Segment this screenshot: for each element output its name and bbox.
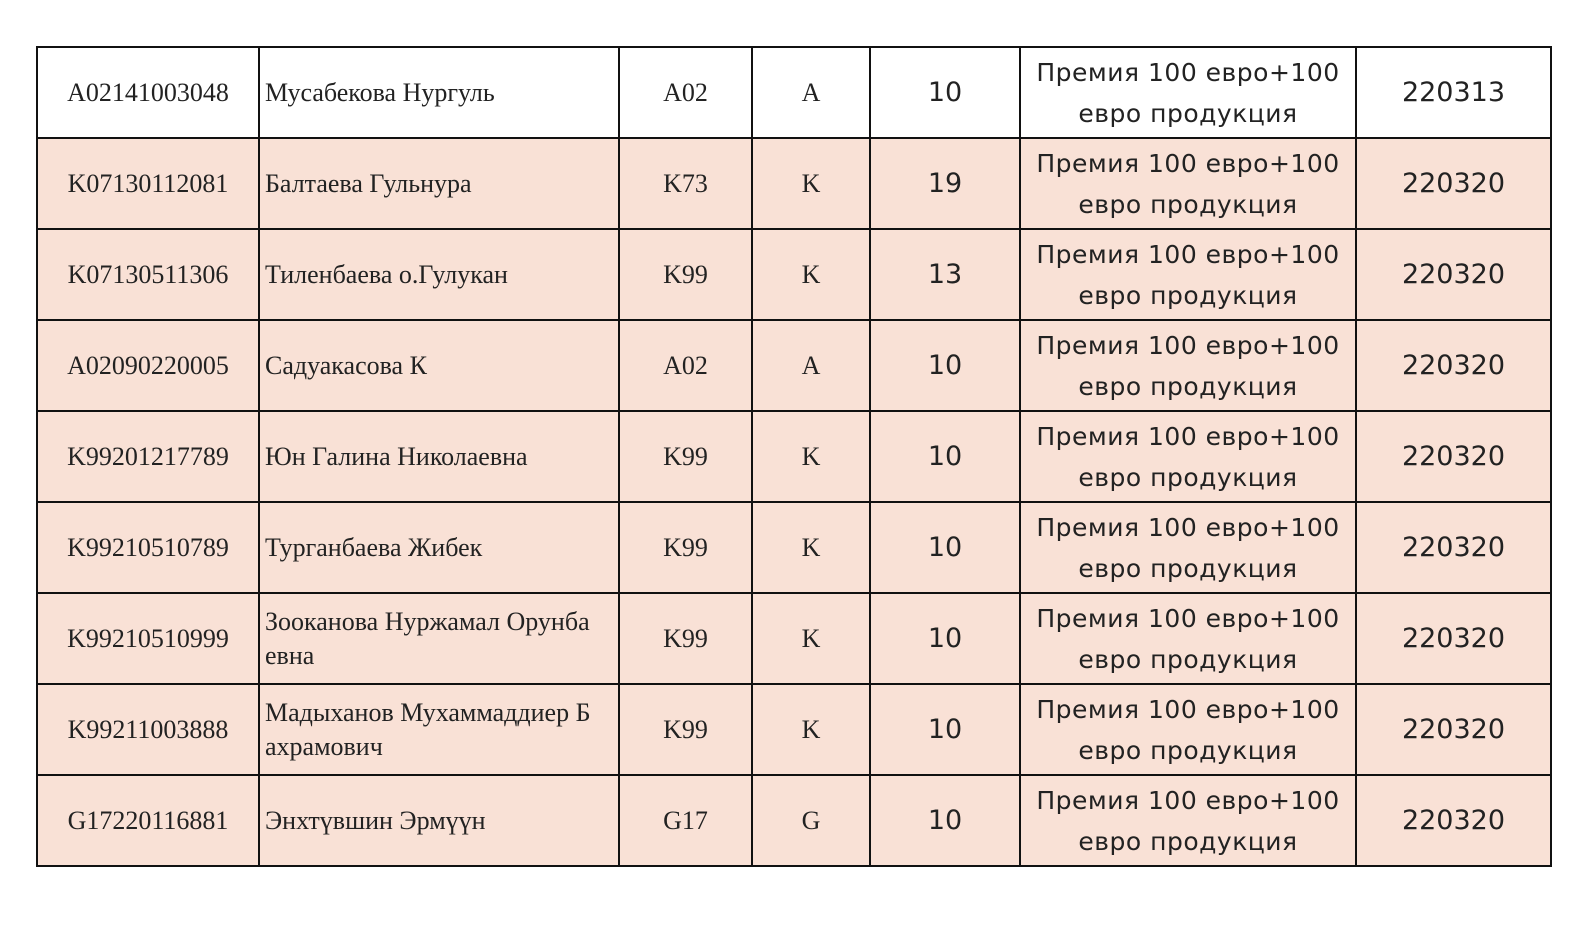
participant-id-cell: K07130112081 bbox=[37, 138, 259, 229]
participant-id-cell: A02090220005 bbox=[37, 320, 259, 411]
participant-id-cell: K99201217789 bbox=[37, 411, 259, 502]
region-code-cell: K73 bbox=[619, 138, 752, 229]
table-row bbox=[37, 320, 1551, 411]
participant-name-cell: Мусабекова Нургуль bbox=[259, 47, 619, 138]
country-letter-cell: K bbox=[752, 229, 870, 320]
prize-cell bbox=[1020, 229, 1356, 320]
participant-id-cell: G17220116881 bbox=[37, 775, 259, 866]
country-letter-cell: K bbox=[752, 502, 870, 593]
region-code-cell: K99 bbox=[619, 502, 752, 593]
count-cell: 19 bbox=[870, 138, 1020, 229]
prize-line-1: Премия 100 евро+100 bbox=[1036, 603, 1340, 633]
participant-name-cell: Садуакасова К bbox=[259, 320, 619, 411]
award-table bbox=[36, 46, 1552, 867]
region-code-cell: K99 bbox=[619, 229, 752, 320]
prize-line-1: Премия 100 евро+100 bbox=[1036, 694, 1340, 724]
region-code-cell: A02 bbox=[619, 320, 752, 411]
prize-cell bbox=[1020, 320, 1356, 411]
prize-cell bbox=[1020, 138, 1356, 229]
participant-id-cell: K99210510789 bbox=[37, 502, 259, 593]
prize-line-1: Премия 100 евро+100 bbox=[1036, 512, 1340, 542]
prize-line-2: евро продукция bbox=[1078, 189, 1298, 219]
date-code-cell: 220313 bbox=[1356, 47, 1551, 138]
prize-line-2: евро продукция bbox=[1078, 826, 1298, 856]
country-letter-cell: K bbox=[752, 411, 870, 502]
table-row bbox=[37, 775, 1551, 866]
prize-line-1: Премия 100 евро+100 bbox=[1036, 785, 1340, 815]
date-code-cell: 220320 bbox=[1356, 411, 1551, 502]
table-row bbox=[37, 138, 1551, 229]
country-letter-cell: G bbox=[752, 775, 870, 866]
table-row bbox=[37, 684, 1551, 775]
prize-line-2: евро продукция bbox=[1078, 280, 1298, 310]
table-body bbox=[37, 47, 1551, 866]
prize-line-1: Премия 100 евро+100 bbox=[1036, 421, 1340, 451]
count-cell: 10 bbox=[870, 320, 1020, 411]
table-row bbox=[37, 593, 1551, 684]
participant-name-cell: Тиленбаева о.Гулукан bbox=[259, 229, 619, 320]
table-row bbox=[37, 411, 1551, 502]
count-cell: 13 bbox=[870, 229, 1020, 320]
prize-line-2: евро продукция bbox=[1078, 462, 1298, 492]
participant-name-cell: Энхтүвшин Эрмүүн bbox=[259, 775, 619, 866]
prize-line-2: евро продукция bbox=[1078, 735, 1298, 765]
participant-name-cell: Мадыханов Мухаммаддиер Б ахрамович bbox=[259, 684, 619, 775]
count-cell: 10 bbox=[870, 593, 1020, 684]
date-code-cell: 220320 bbox=[1356, 593, 1551, 684]
country-letter-cell: A bbox=[752, 47, 870, 138]
prize-cell bbox=[1020, 684, 1356, 775]
prize-line-1: Премия 100 евро+100 bbox=[1036, 57, 1340, 87]
table-row bbox=[37, 229, 1551, 320]
country-letter-cell: K bbox=[752, 138, 870, 229]
count-cell: 10 bbox=[870, 684, 1020, 775]
country-letter-cell: K bbox=[752, 684, 870, 775]
count-cell: 10 bbox=[870, 47, 1020, 138]
table-row bbox=[37, 47, 1551, 138]
country-letter-cell: A bbox=[752, 320, 870, 411]
prize-line-2: евро продукция bbox=[1078, 371, 1298, 401]
prize-line-1: Премия 100 евро+100 bbox=[1036, 239, 1340, 269]
count-cell: 10 bbox=[870, 775, 1020, 866]
prize-cell bbox=[1020, 502, 1356, 593]
region-code-cell: K99 bbox=[619, 593, 752, 684]
date-code-cell: 220320 bbox=[1356, 775, 1551, 866]
participant-id-cell: A02141003048 bbox=[37, 47, 259, 138]
participant-name-cell: Зооканова Нуржамал Орунба евна bbox=[259, 593, 619, 684]
date-code-cell: 220320 bbox=[1356, 684, 1551, 775]
participant-name-cell: Балтаева Гульнура bbox=[259, 138, 619, 229]
region-code-cell: K99 bbox=[619, 684, 752, 775]
date-code-cell: 220320 bbox=[1356, 320, 1551, 411]
prize-line-2: евро продукция bbox=[1078, 553, 1298, 583]
prize-cell bbox=[1020, 47, 1356, 138]
region-code-cell: G17 bbox=[619, 775, 752, 866]
count-cell: 10 bbox=[870, 502, 1020, 593]
country-letter-cell: K bbox=[752, 593, 870, 684]
prize-cell bbox=[1020, 593, 1356, 684]
prize-line-2: евро продукция bbox=[1078, 98, 1298, 128]
participant-name-cell: Юн Галина Николаевна bbox=[259, 411, 619, 502]
region-code-cell: K99 bbox=[619, 411, 752, 502]
date-code-cell: 220320 bbox=[1356, 229, 1551, 320]
date-code-cell: 220320 bbox=[1356, 502, 1551, 593]
prize-line-2: евро продукция bbox=[1078, 644, 1298, 674]
table-row bbox=[37, 502, 1551, 593]
region-code-cell: A02 bbox=[619, 47, 752, 138]
participant-name-cell: Турганбаева Жибек bbox=[259, 502, 619, 593]
prize-line-1: Премия 100 евро+100 bbox=[1036, 330, 1340, 360]
count-cell: 10 bbox=[870, 411, 1020, 502]
participant-id-cell: K99211003888 bbox=[37, 684, 259, 775]
prize-line-1: Премия 100 евро+100 bbox=[1036, 148, 1340, 178]
participant-id-cell: K99210510999 bbox=[37, 593, 259, 684]
prize-cell bbox=[1020, 411, 1356, 502]
participant-id-cell: K07130511306 bbox=[37, 229, 259, 320]
date-code-cell: 220320 bbox=[1356, 138, 1551, 229]
prize-cell bbox=[1020, 775, 1356, 866]
